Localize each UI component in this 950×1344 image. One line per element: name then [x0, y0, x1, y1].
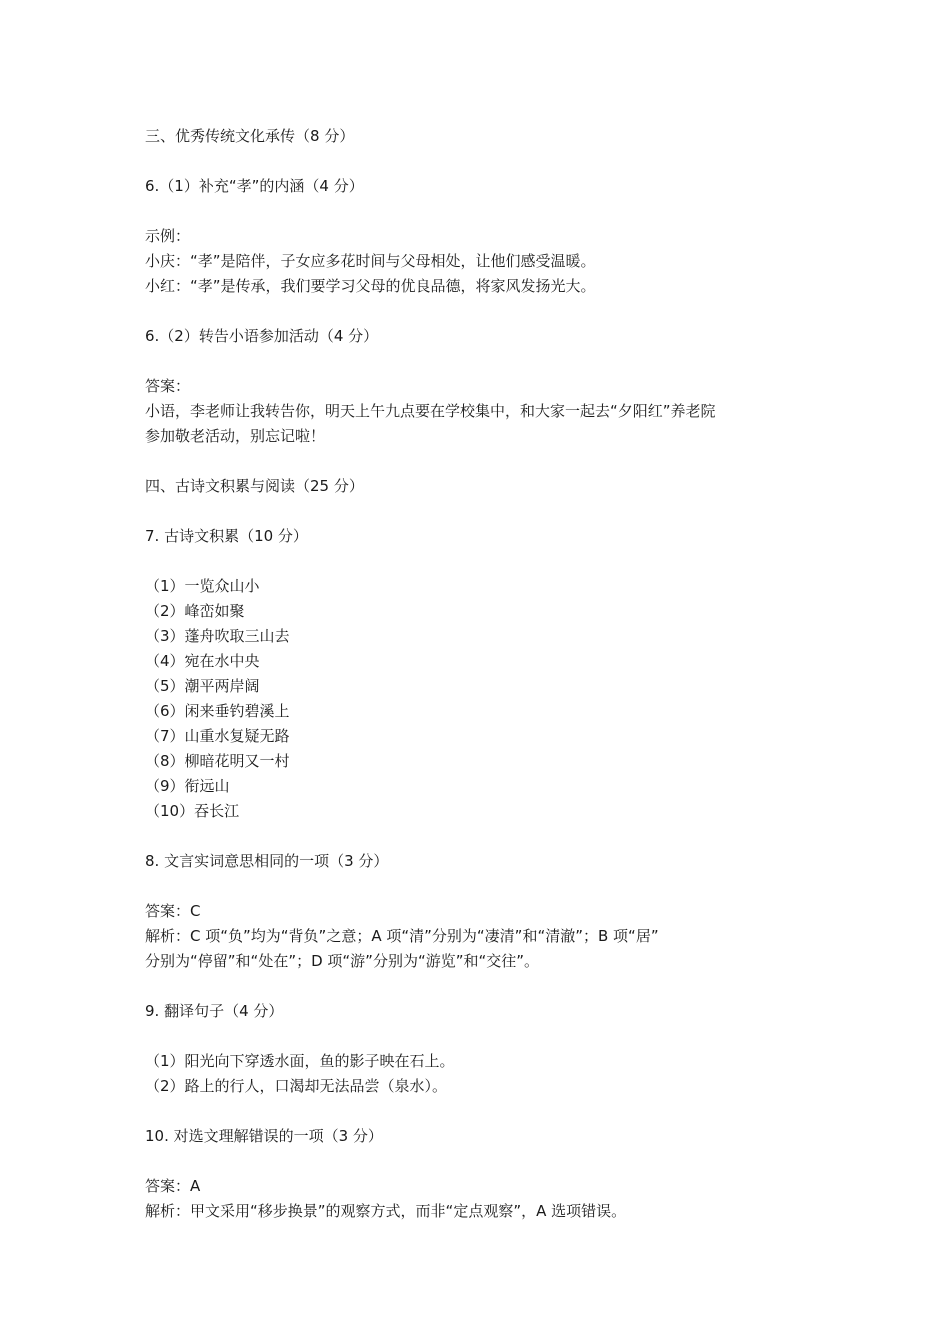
q8-analysis-line-1: 解析：C 项“负”均为“背负”之意；A 项“清”分别为“凄清”和“清澈”；B 项“居”: [145, 927, 659, 945]
q10-answer: 答案：A: [145, 1177, 201, 1195]
q7-answer-item: （10）吞长江: [145, 802, 240, 820]
question-6-1-title: 6.（1）补充“孝”的内涵（4 分）: [145, 177, 364, 195]
q10-analysis: 解析：甲文采用“移步换景”的观察方式，而非“定点观察”，A 选项错误。: [145, 1202, 627, 1220]
question-9-title: 9. 翻译句子（4 分）: [145, 1002, 284, 1020]
question-8-title: 8. 文言实词意思相同的一项（3 分）: [145, 852, 389, 870]
question-10-title: 10. 对选文理解错误的一项（3 分）: [145, 1127, 383, 1145]
q7-answer-item: （4）宛在水中央: [145, 652, 260, 670]
example-xiaohong: 小红：“孝”是传承，我们要学习父母的优良品德，将家风发扬光大。: [145, 277, 596, 295]
q7-answer-item: （8）柳暗花明又一村: [145, 752, 290, 770]
q7-answer-item: （3）蓬舟吹取三山去: [145, 627, 290, 645]
q7-answer-item: （6）闲来垂钓碧溪上: [145, 702, 290, 720]
q7-answer-item: （9）衔远山: [145, 777, 230, 795]
q9-answer-item: （2）路上的行人，口渴却无法品尝（泉水）。: [145, 1077, 448, 1095]
q8-analysis-line-2: 分别为“停留”和“处在”；D 项“游”分别为“游览”和“交往”。: [145, 952, 540, 970]
answer-6-2-line-1: 小语，李老师让我转告你，明天上午九点要在学校集中，和大家一起去“夕阳红”养老院: [145, 402, 716, 420]
section-three-heading: 三、优秀传统文化承传（8 分）: [145, 127, 355, 145]
q9-answer-item: （1）阳光向下穿透水面，鱼的影子映在石上。: [145, 1052, 455, 1070]
example-xiaoqing: 小庆：“孝”是陪伴，子女应多花时间与父母相处，让他们感受温暖。: [145, 252, 596, 270]
question-6-2-title: 6.（2）转告小语参加活动（4 分）: [145, 327, 379, 345]
q7-answer-item: （2）峰峦如聚: [145, 602, 245, 620]
answer-label: 答案：: [145, 377, 191, 395]
document-page: [145, 124, 825, 1224]
section-four-heading: 四、古诗文积累与阅读（25 分）: [145, 477, 364, 495]
q8-answer: 答案：C: [145, 902, 201, 920]
q7-answer-item: （1）一览众山小: [145, 577, 260, 595]
question-7-title: 7. 古诗文积累（10 分）: [145, 527, 308, 545]
answer-6-2-line-2: 参加敬老活动，别忘记啦！: [145, 427, 326, 445]
example-label: 示例：: [145, 227, 191, 245]
q7-answer-item: （5）潮平两岸阔: [145, 677, 260, 695]
q7-answer-item: （7）山重水复疑无路: [145, 727, 290, 745]
